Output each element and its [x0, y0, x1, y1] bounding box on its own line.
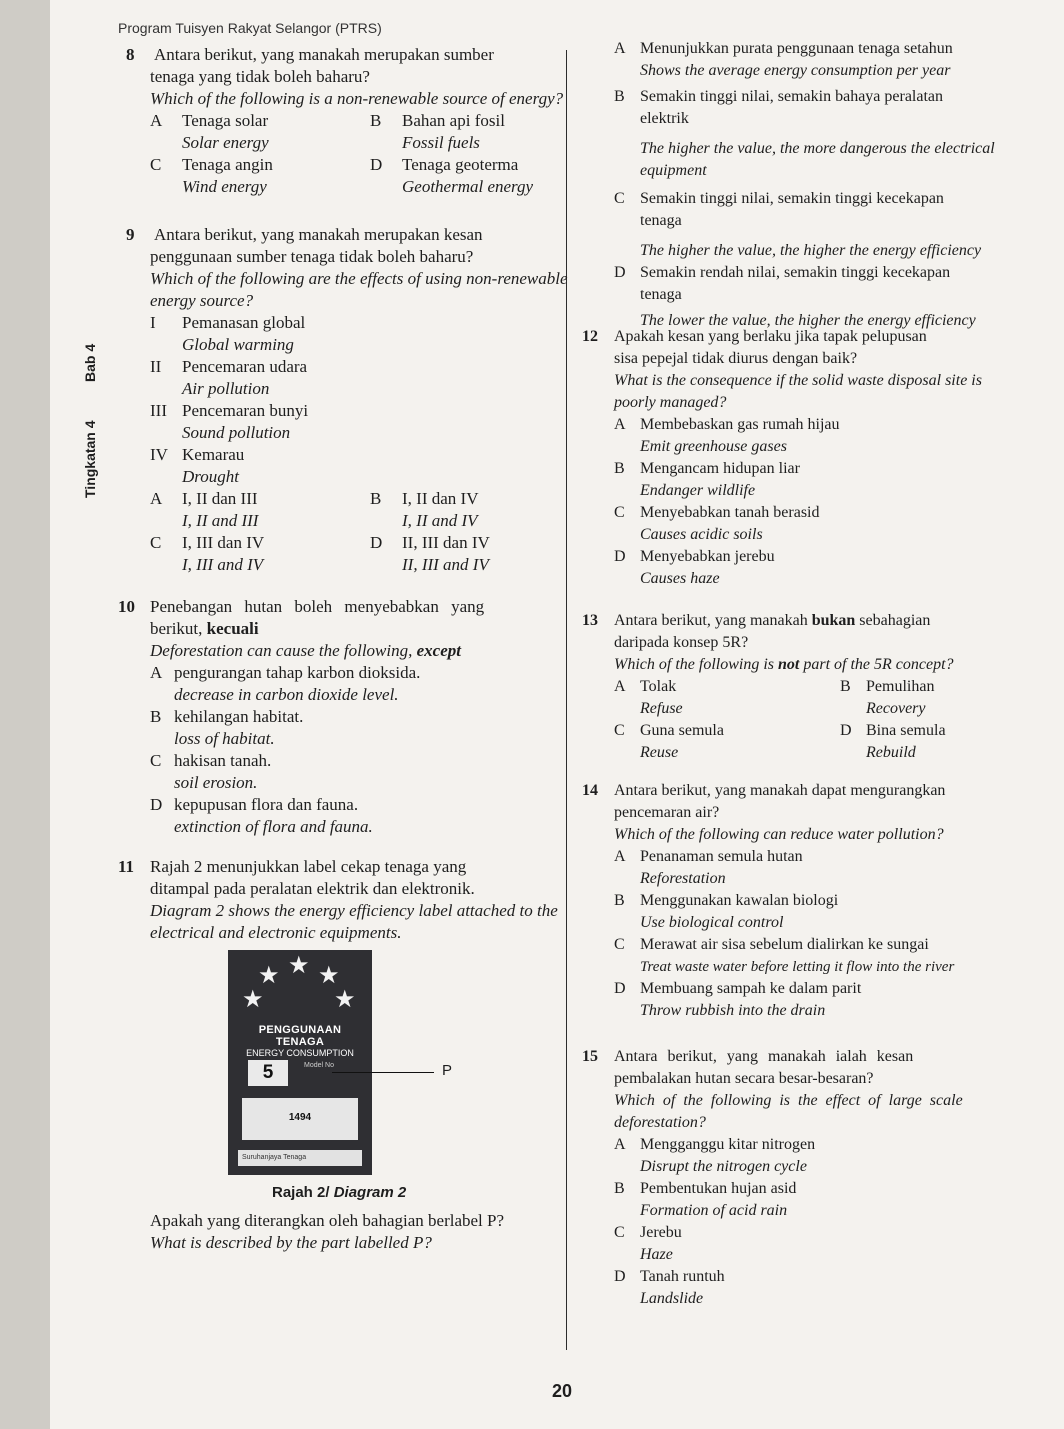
side-tab-bab: Bab 4 — [82, 343, 98, 382]
rating-stars — [228, 950, 372, 1018]
question-11: 11 Rajah 2 menunjukkan label cekap tenaga yang ditampal pada peralatan elektrik dan elektronik. Diagram 2 shows the energy efficiency label attached to the electrical and electronic equipments. — [118, 857, 558, 942]
side-tab-tingkatan: Tingkatan 4 — [82, 420, 98, 498]
q13-option-b[interactable]: Pemulihan — [866, 678, 935, 695]
consumption-value: 1494 — [288, 1112, 312, 1123]
question-11-prompt: Apakah yang diterangkan oleh bahagian berlabel P? What is described by the part labelled P? — [150, 1211, 505, 1252]
q14-option-b[interactable]: Menggunakan kawalan biologi — [640, 892, 839, 909]
star-rating-value: 5 — [248, 1060, 288, 1086]
energy-label-diagram — [228, 950, 372, 1175]
q11-option-b[interactable]: Semakin tinggi nilai, semakin bahaya peralatan — [640, 88, 944, 105]
q15-option-d[interactable]: Tanah runtuh — [640, 1268, 725, 1285]
label-footer: Suruhanjaya Tenaga — [238, 1150, 362, 1166]
question-11-options: A Menunjukkan purata penggunaan tenaga setahun Shows the average energy consumption per year B Semakin tinggi nilai, semakin bahaya peralatan elektrik The higher the value, the more dangerous the electrical equipment C Semakin tinggi nilai, semakin tinggi kecekapan tenaga The higher the value, the higher the energy efficiency D Semakin rendah nilai, semakin tinggi kecekapan tenaga The lower the value, the higher the energy efficiency — [614, 40, 995, 329]
q14-option-c[interactable]: Merawat air sisa sebelum dialirkan ke sungai — [640, 936, 929, 953]
q9-item-i: Pemanasan global — [182, 313, 306, 332]
q10-option-a[interactable]: pengurangan tahap karbon dioksida. — [174, 663, 421, 682]
q14-option-a[interactable]: Penanaman semula hutan — [640, 848, 803, 865]
question-15: 15 Antara berikut, yang manakah ialah kesan pembalakan hutan secara besar-besaran? Which of the following is the effect of large scale deforestation? A Mengganggu kitar nitrogen Disrupt the nitrogen cycle B Pembentukan hujan asid Formation of acid rain C Jerebu Haze D Tanah runtuh Landslide — [582, 1048, 963, 1307]
page-number: 20 — [552, 1381, 573, 1401]
pointer-line-p — [332, 1072, 434, 1073]
q13-option-a[interactable]: Tolak — [640, 678, 677, 695]
q12-option-a[interactable]: Membebaskan gas rumah hijau — [640, 416, 840, 433]
q9-option-a[interactable]: I, II dan III — [182, 489, 258, 508]
label-p: P — [442, 1062, 453, 1079]
q15-option-a[interactable]: Mengganggu kitar nitrogen — [640, 1136, 816, 1153]
header-title: Program Tuisyen Rakyat Selangor (PTRS) — [118, 20, 382, 36]
q12-option-d[interactable]: Menyebabkan jerebu — [640, 548, 775, 565]
q13-option-d[interactable]: Bina semula — [866, 722, 946, 739]
page-edge — [0, 0, 50, 1429]
star-icon: ★ — [288, 953, 310, 979]
q15-option-b[interactable]: Pembentukan hujan asid — [640, 1180, 797, 1197]
question-8: 8 Antara berikut, yang manakah merupakan sumber tenaga yang tidak boleh baharu? Which of the following is a non-renewable source of energy? A Tenaga solar B Bahan api fosil Solar energy Fossil fuels C Tenaga angin D Tenaga geoterma Wind energy Geothermal energy — [126, 45, 564, 196]
q9-option-d[interactable]: II, III dan IV — [402, 533, 490, 552]
consumption-box — [242, 1098, 358, 1140]
question-9: 9 Antara berikut, yang manakah merupakan kesan penggunaan sumber tenaga tidak boleh baharu? Which of the following are the effects of using non-renewable energy source? I Pemanasan global Global warming II Pencemaran udara Air pollution III Pencemaran bunyi Sound pollution IV Kemarau Drought A I, II dan III B I, II dan IV I, II and III I, II and IV C I, III dan IV D II, III dan IV I, III and IV II, III and IV — [126, 225, 568, 574]
question-13: 13 Antara berikut, yang manakah bukan sebahagian daripada konsep 5R? Which of the following is not part of the 5R concept? A Tolak B Pemulihan Refuse Recovery C Guna semula D Bina semula Reuse Rebuild — [582, 612, 954, 761]
q12-option-b[interactable]: Mengancam hidupan liar — [640, 460, 800, 477]
q8-option-b[interactable]: Bahan api fosil — [402, 111, 505, 130]
q10-option-d[interactable]: kepupusan flora dan fauna. — [174, 795, 359, 814]
label-heading: PENGGUNAAN TENAGA ENERGY CONSUMPTION — [246, 1024, 354, 1058]
q14-option-d[interactable]: Membuang sampah ke dalam parit — [640, 980, 862, 997]
question-14: 14 Antara berikut, yang manakah dapat mengurangkan pencemaran air? Which of the following can reduce water pollution? A Penanaman semula hutan Reforestation B Menggunakan kawalan biologi Use biological control C Merawat air sisa sebelum dialirkan ke sungai Treat waste water before letting it flow into the river D Membuang sampah ke dalam parit Throw rubbish into the drain — [582, 782, 955, 1019]
star-icon: ★ — [334, 987, 356, 1013]
q15-option-c[interactable]: Jerebu — [640, 1224, 682, 1241]
q11-option-a[interactable]: Menunjukkan purata penggunaan tenaga setahun — [640, 40, 953, 57]
q10-option-c[interactable]: hakisan tanah. — [174, 751, 272, 770]
q8-option-d[interactable]: Tenaga geoterma — [402, 155, 519, 174]
q9-option-c[interactable]: I, III dan IV — [182, 533, 265, 552]
star-icon: ★ — [318, 963, 340, 989]
star-icon: ★ — [242, 987, 264, 1013]
q9-item-iii: Pencemaran bunyi — [182, 401, 309, 420]
q10-option-b[interactable]: kehilangan habitat. — [174, 707, 304, 726]
q12-option-c[interactable]: Menyebabkan tanah berasid — [640, 504, 820, 521]
column-divider — [566, 50, 567, 1350]
q9-item-iv: Kemarau — [182, 445, 245, 464]
q11-option-d[interactable]: Semakin rendah nilai, semakin tinggi kecekapan — [640, 264, 951, 281]
q9-item-ii: Pencemaran udara — [182, 357, 308, 376]
q13-option-c[interactable]: Guna semula — [640, 722, 724, 739]
diagram-caption: Rajah 2/ Diagram 2 — [272, 1184, 407, 1201]
q9-option-b[interactable]: I, II dan IV — [402, 489, 479, 508]
question-12: 12 Apakah kesan yang berlaku jika tapak pelupusan sisa pepejal tidak diurus dengan baik? What is the consequence if the solid waste disposal site is poorly managed? A Membebaskan gas rumah hijau Emit greenhouse gases B Mengancam hidupan liar Endanger wildlife C Menyebabkan tanah berasid Causes acidic soils D Menyebabkan jerebu Causes haze — [582, 328, 982, 587]
model-number: Model No — [304, 1062, 334, 1069]
question-10: 10 Penebangan hutan boleh menyebabkan yang berikut, kecuali Deforestation can cause the following, except A pengurangan tahap karbon dioksida. decrease in carbon dioxide level. B kehilangan habitat. loss of habitat. C hakisan tanah. soil erosion. D kepupusan flora dan fauna. extinction of flora and fauna. — [118, 597, 485, 836]
q11-option-c[interactable]: Semakin tinggi nilai, semakin tinggi kecekapan — [640, 190, 944, 207]
q8-option-c[interactable]: Tenaga angin — [182, 155, 273, 174]
star-icon: ★ — [258, 963, 280, 989]
q8-option-a[interactable]: Tenaga solar — [182, 111, 269, 130]
